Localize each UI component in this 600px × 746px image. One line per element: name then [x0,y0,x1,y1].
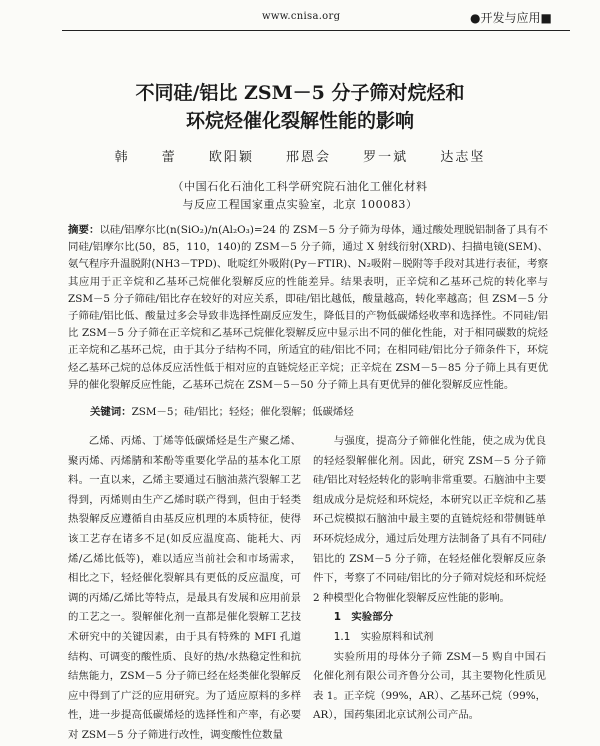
body-right-column [313,432,546,726]
header-section: ●开发与应用■ [470,11,552,25]
affiliation [0,178,600,214]
title-line-2: 环烷烃催化裂解性能的影响 [185,110,414,132]
body-paragraph: 与强度，提高分子筛催化性能，使之成为优良的轻烃裂解催化剂。因此，研究 ZSM－5 分子筛硅/铝比对轻烃转化的影响非常重要。石脑油中主要组成成分是烷烃和环烷烃，本研究以正辛烷和乙基环己烷模拟石脑油中最主要的直链烷烃和带侧链单环环烷烃成分，通过后处理方法制备了具有不同硅/铝比的 ZSM－5 分子筛，在轻烃催化裂解反应条件下，考察了不同硅/铝比的分子筛对烷烃和环烷烃 2 种模型化合物催化裂解反应性能的影响。 [313,435,546,604]
affiliation-line-1: （中国石化石油化工科学研究院石油化工催化材料 [172,180,428,193]
keywords-label: 关键词： [90,406,132,418]
body-paragraph: 实验所用的母体分子筛 ZSM－5 购自中国石化催化剂有限公司齐鲁分公司，其主要物化性质见表 1。正辛烷（99%，AR）、乙基环己烷（99%，AR），国药集团北京试剂公司产品。 [313,650,546,722]
section-heading: 1 实验部分 [333,611,393,624]
paper-title [0,79,600,135]
body-left-column [68,432,301,746]
abstract-text: 以硅/铝摩尔比(n(SiO₂)/n(Al₂O₃)=24 的 ZSM－5 分子筛为母体，通过酸处理脱铝制备了具有不同硅/铝摩尔比(50，85，110，140)的 ZSM－5 分子筛，通过 X 射线衍射(XRD)、扫描电镜(SEM)、氨气程序升温脱附(NH3－TPD)、吡啶红外吸附(Py－FTIR)、N₂吸附－脱附等手段对其进行表征，考察其应用于正辛烷和乙基环己烷催化裂解反应的性能差异。结果表明，正辛烷和乙基环己烷的转化率与 ZSM－5 分子筛硅/铝比存在较好的对应关系，即硅/铝比越低，酸量越高，转化率越高；但 ZSM－5 分子筛硅/铝比低、酸量过多会导致非选择性副反应发生，降低目的产物低碳烯烃收率和选择性。不同硅/铝比 ZSM－5 分子筛在正辛烷和乙基环己烷催化裂解反应中显示出不同的催化性能，对于相同碳数的烷烃正辛烷和乙基环己烷，由于其分子结构不同，所适宜的硅/铝比不同；在相同硅/铝比分子筛条件下，环烷烃乙基环己烷的总体反应活性低于相对应的直链烷烃正辛烷；正辛烷在 ZSM－5－85 分子筛上具有更优异的催化裂解反应性能，乙基环己烷在 ZSM－5－50 分子筛上具有更优异的催化裂解反应性能。 [68,224,548,391]
subsection-heading: 1.1 实验原料和试剂 [333,630,434,643]
keywords [90,403,550,418]
header-rule [62,30,570,31]
affiliation-line-2: 与反应工程国家重点实验室，北京 100083） [182,198,418,211]
body-paragraph: 乙烯、丙烯、丁烯等低碳烯烃是生产聚乙烯、聚丙烯、丙烯腈和苯酚等重要化学品的基本化工原料。一直以来，乙烯主要通过石脑油蒸汽裂解工艺得到，丙烯则由生产乙烯时联产得到，但由于轻类热裂解反应遵循自由基反应机理的本质特征，使得该工艺存在诸多不足(如反应温度高、能耗大、丙烯/乙烯比低等)，难以适应当前社会和市场需求，相比之下，轻烃催化裂解具有更低的反应温度，可调的丙烯/乙烯比等特点，是最具有发展和应用前景的工艺之一。裂解催化剂一直都是催化裂解工艺技术研究中的关键因素，由于具有特殊的 MFI 孔道结构、可调变的酸性质、良好的热/水热稳定性和抗结焦能力，ZSM－5 分子筛已经在烃类催化裂解反应中得到了广泛的应用研究。为了适应原料的多样性，进一步提高低碳烯烃的选择性和产率，有必要对 ZSM－5 分子筛进行改性，调变酸性位数量 [68,435,301,741]
abstract-label: 摘要： [68,224,100,236]
header-url: www.cnisa.org [262,11,341,22]
running-header [0,8,600,28]
authors: 韩 蕾 欧阳颖 邢恩会 罗一斌 达志坚 [114,150,486,165]
abstract [68,222,548,394]
keywords-text: ZSM－5；硅/铝比；轻烃；催化裂解；低碳烯烃 [131,406,354,418]
title-line-1: 不同硅/铝比 ZSM－5 分子筛对烷烃和 [135,82,465,104]
